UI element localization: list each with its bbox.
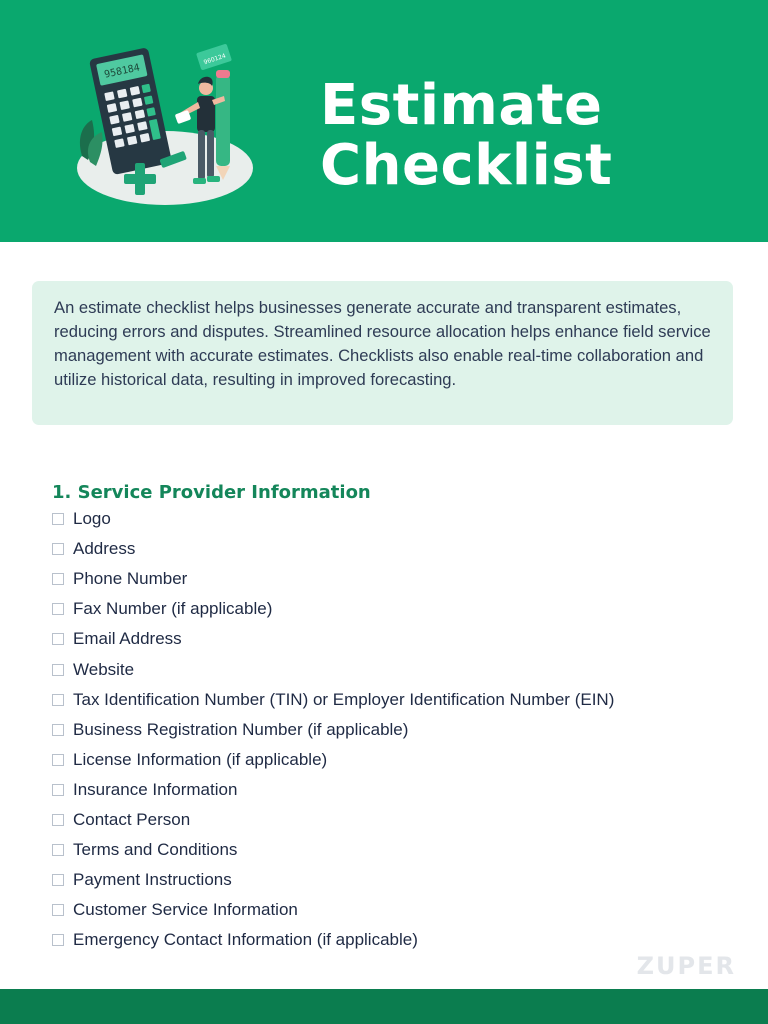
checklist-item-label: Customer Service Information [73,900,298,920]
title-line-2: Checklist [320,133,613,198]
brand-logo: ZUPER [636,952,736,980]
checklist-item[interactable] [52,594,614,624]
checklist-item-label: Logo [73,509,111,529]
checkbox-icon[interactable] [52,543,64,555]
checklist-item-label: Business Registration Number (if applicable) [73,719,409,739]
checklist-item-label: Terms and Conditions [73,840,238,860]
checklist-item-label: Emergency Contact Information (if applicable) [73,930,418,950]
checkbox-icon[interactable] [52,694,64,706]
checklist-item[interactable] [52,895,614,925]
title-line-1: Estimate [320,73,603,138]
checklist-item[interactable] [52,865,614,895]
checklist-item[interactable] [52,745,614,775]
checklist-item-label: License Information (if applicable) [73,749,328,769]
footer-bar [0,989,768,1024]
checklist-item[interactable] [52,534,614,564]
checklist-item[interactable] [52,504,614,534]
calculator-illustration [70,38,260,213]
checklist-item[interactable] [52,624,614,654]
header-banner [0,0,768,242]
checklist-item-label: Contact Person [73,809,191,829]
checkbox-icon[interactable] [52,724,64,736]
checklist-item[interactable] [52,685,614,715]
checklist-item[interactable] [52,715,614,745]
checklist [52,504,614,955]
section-service-provider [52,481,614,955]
checkbox-icon[interactable] [52,874,64,886]
intro-text: An estimate checklist helps businesses generate accurate and transparent estimates, reducing errors and disputes. Streamlined resource allocation helps enhance field service management with accurate estimates. Checklists also enable real-time collaboration and utilize historical data, resulting in improved forecasting. [54,298,711,389]
page-title [320,73,613,198]
checklist-item[interactable] [52,835,614,865]
intro-box [32,281,733,425]
checklist-item[interactable] [52,775,614,805]
checkbox-icon[interactable] [52,754,64,766]
checkbox-icon[interactable] [52,814,64,826]
calculator-display-text: 958184 [103,62,141,81]
tag-text: 960124 [202,52,227,67]
checkbox-icon[interactable] [52,664,64,676]
checkbox-icon[interactable] [52,904,64,916]
checkbox-icon[interactable] [52,513,64,525]
checkbox-icon[interactable] [52,784,64,796]
checklist-item-label: Website [73,659,135,679]
section-title: 1. Service Provider Information [52,482,371,503]
checklist-item[interactable] [52,564,614,594]
checkbox-icon[interactable] [52,934,64,946]
checklist-item-label: Tax Identification Number (TIN) or Employer Identification Number (EIN) [73,689,615,709]
checklist-item[interactable] [52,925,614,955]
checklist-item-label: Fax Number (if applicable) [73,599,273,619]
checkbox-icon[interactable] [52,633,64,645]
checkbox-icon[interactable] [52,603,64,615]
checkbox-icon[interactable] [52,844,64,856]
checklist-item-label: Insurance Information [73,779,238,799]
checklist-item[interactable] [52,654,614,684]
checklist-item[interactable] [52,805,614,835]
checklist-item-label: Phone Number [73,569,188,589]
checkbox-icon[interactable] [52,573,64,585]
checklist-item-label: Email Address [73,629,182,649]
checklist-item-label: Address [73,539,136,559]
checklist-item-label: Payment Instructions [73,870,232,890]
